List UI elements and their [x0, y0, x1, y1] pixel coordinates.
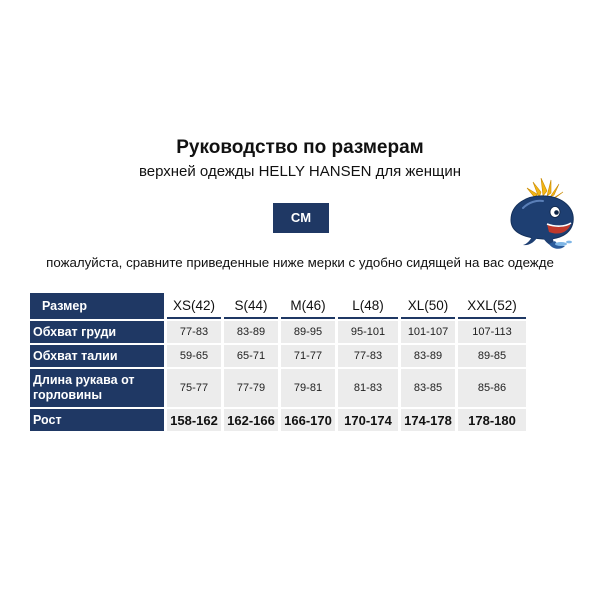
table-cell: 178-180 [458, 409, 526, 431]
table-cell: 89-95 [281, 321, 335, 343]
row-label: Рост [30, 409, 164, 431]
table-row-sleeve [30, 369, 526, 407]
table-cell: 95-101 [338, 321, 398, 343]
table-cell: 166-170 [281, 409, 335, 431]
table-cell: 89-85 [458, 345, 526, 367]
table-cell: 107-113 [458, 321, 526, 343]
table-cell: 75-77 [167, 369, 221, 407]
table-cell: 65-71 [224, 345, 278, 367]
table-cell: 83-89 [224, 321, 278, 343]
table-cell: 77-83 [338, 345, 398, 367]
row-label: Обхват груди [30, 321, 164, 343]
table-header-row [30, 293, 526, 319]
size-col-header: S(44) [224, 293, 278, 319]
size-header-label: Размер [30, 293, 164, 319]
table-row-height [30, 409, 526, 431]
row-label: Длина рукава от горловины [30, 369, 164, 407]
size-col-header: L(48) [338, 293, 398, 319]
table-cell: 170-174 [338, 409, 398, 431]
table-cell: 79-81 [281, 369, 335, 407]
table-cell: 162-166 [224, 409, 278, 431]
table-cell: 101-107 [401, 321, 455, 343]
table-cell: 77-83 [167, 321, 221, 343]
table-row-chest [30, 321, 526, 343]
table-cell: 83-85 [401, 369, 455, 407]
page-title: Руководство по размерам [176, 137, 424, 158]
whale-mascot-icon [503, 178, 583, 250]
table-cell: 71-77 [281, 345, 335, 367]
instruction-note: пожалуйста, сравните приведенные ниже мерки с удобно сидящей на вас одежде [46, 255, 554, 270]
unit-toggle-button[interactable]: CM [273, 203, 329, 233]
size-col-header: XXL(52) [458, 293, 526, 319]
size-col-header: XL(50) [401, 293, 455, 319]
size-col-header: XS(42) [167, 293, 221, 319]
table-cell: 85-86 [458, 369, 526, 407]
page-subtitle: верхней одежды HELLY HANSEN для женщин [138, 163, 462, 180]
table-cell: 83-89 [401, 345, 455, 367]
size-chart-table [27, 291, 529, 433]
table-cell: 174-178 [401, 409, 455, 431]
table-row-waist [30, 345, 526, 367]
table-cell: 77-79 [224, 369, 278, 407]
row-label: Обхват талии [30, 345, 164, 367]
size-col-header: M(46) [281, 293, 335, 319]
table-cell: 59-65 [167, 345, 221, 367]
table-cell: 158-162 [167, 409, 221, 431]
table-cell: 81-83 [338, 369, 398, 407]
